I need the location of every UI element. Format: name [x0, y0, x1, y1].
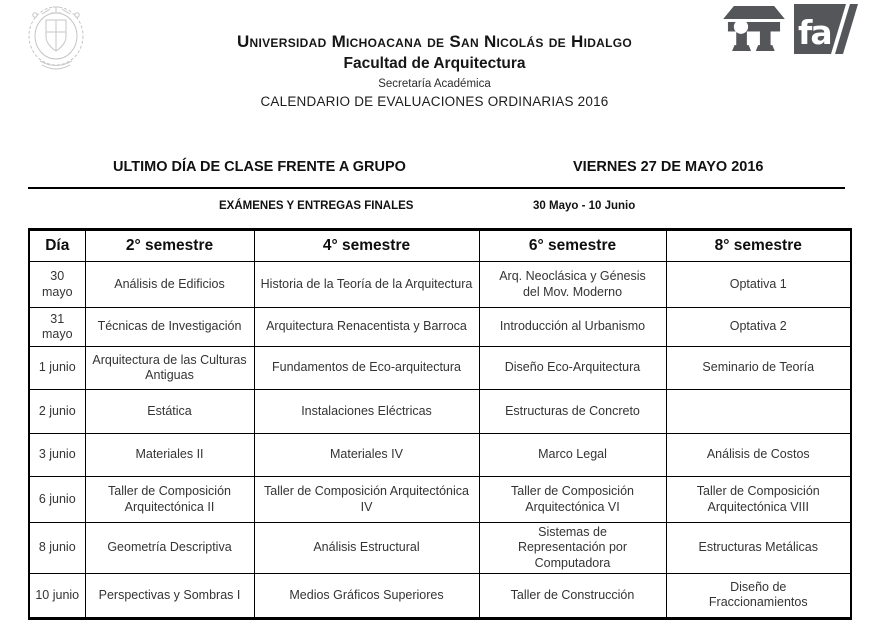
last-class-date: VIERNES 27 DE MAYO 2016	[573, 159, 764, 175]
day-cell: 3 junio	[29, 434, 85, 477]
office-name: Secretaría Académica	[378, 77, 491, 90]
course-cell: Diseño Eco-Arquitectura	[479, 347, 666, 390]
table-row	[29, 262, 851, 308]
last-class-label: ULTIMO DÍA DE CLASE FRENTE A GRUPO	[113, 159, 406, 175]
course-cell: Arq. Neoclásica y Génesis del Mov. Moderno	[479, 262, 666, 308]
day-cell: 6 junio	[29, 477, 85, 523]
course-cell: Introducción al Urbanismo	[479, 308, 666, 347]
course-cell	[666, 573, 851, 618]
course-cell-text: Sistemas de Representación por Computadora	[517, 525, 628, 570]
fa-wordmark-text: fa	[798, 13, 831, 52]
day-cell: 1 junio	[29, 347, 85, 390]
course-cell: Perspectivas y Sombras I	[85, 573, 254, 618]
table-row	[29, 477, 851, 523]
faculty-name: Facultad de Arquitectura	[343, 55, 526, 72]
table-row	[29, 390, 851, 434]
course-cell: Taller de Construcción	[479, 573, 666, 618]
table-row	[29, 347, 851, 390]
table-row	[29, 434, 851, 477]
university-name: Universidad Michoacana de San Nicolás de Hidalgo	[236, 32, 633, 51]
course-cell: Análisis Estructural	[254, 523, 479, 574]
exams-label: EXÁMENES Y ENTREGAS FINALES	[219, 200, 414, 212]
course-cell: Estática	[85, 390, 254, 434]
col-header-day: Día	[29, 230, 85, 262]
exam-calendar-table	[28, 228, 852, 620]
course-cell: Taller de Composición Arquitectónica VIII	[666, 477, 851, 523]
col-header-sem8: 8° semestre	[666, 230, 851, 262]
course-cell-empty	[666, 390, 851, 434]
course-cell: Seminario de Teoría	[666, 347, 851, 390]
course-cell: Medios Gráficos Superiores	[254, 573, 479, 618]
course-cell: Estructuras de Concreto	[479, 390, 666, 434]
course-cell: Materiales II	[85, 434, 254, 477]
table-row	[29, 523, 851, 574]
table-row	[29, 573, 851, 618]
day-cell: 8 junio	[29, 523, 85, 574]
course-cell: Análisis de Edificios	[85, 262, 254, 308]
day-cell: 31 mayo	[29, 308, 85, 347]
course-cell: Taller de Composición Arquitectónica VI	[479, 477, 666, 523]
course-cell: Fundamentos de Eco-arquitectura	[254, 347, 479, 390]
masthead	[0, 33, 869, 109]
course-cell: Taller de Composición Arquitectónica II	[85, 477, 254, 523]
table-row	[29, 308, 851, 347]
course-cell: Optativa 1	[666, 262, 851, 308]
day-cell: 2 junio	[29, 390, 85, 434]
course-cell: Análisis de Costos	[666, 434, 851, 477]
page-title: CALENDARIO DE EVALUACIONES ORDINARIAS 2016	[260, 94, 609, 109]
course-cell: Optativa 2	[666, 308, 851, 347]
col-header-sem2: 2° semestre	[85, 230, 254, 262]
course-cell	[479, 523, 666, 574]
course-cell: Instalaciones Eléctricas	[254, 390, 479, 434]
course-cell: Geometría Descriptiva	[85, 523, 254, 574]
course-cell-text: Diseño de Fraccionamientos	[708, 580, 808, 610]
col-header-sem6: 6° semestre	[479, 230, 666, 262]
course-cell: Historia de la Teoría de la Arquitectura	[254, 262, 479, 308]
course-cell: Marco Legal	[479, 434, 666, 477]
day-cell: 10 junio	[29, 573, 85, 618]
exams-date-range: 30 Mayo - 10 Junio	[533, 200, 636, 212]
course-cell: Taller de Composición Arquitectónica IV	[254, 477, 479, 523]
horizontal-rule	[28, 187, 845, 189]
table-header-row	[29, 230, 851, 262]
course-cell: Materiales IV	[254, 434, 479, 477]
course-cell: Estructuras Metálicas	[666, 523, 851, 574]
course-cell: Arquitectura de las Culturas Antiguas	[85, 347, 254, 390]
course-cell: Técnicas de Investigación	[85, 308, 254, 347]
course-cell: Arquitectura Renacentista y Barroca	[254, 308, 479, 347]
day-cell: 30 mayo	[29, 262, 85, 308]
col-header-sem4: 4° semestre	[254, 230, 479, 262]
